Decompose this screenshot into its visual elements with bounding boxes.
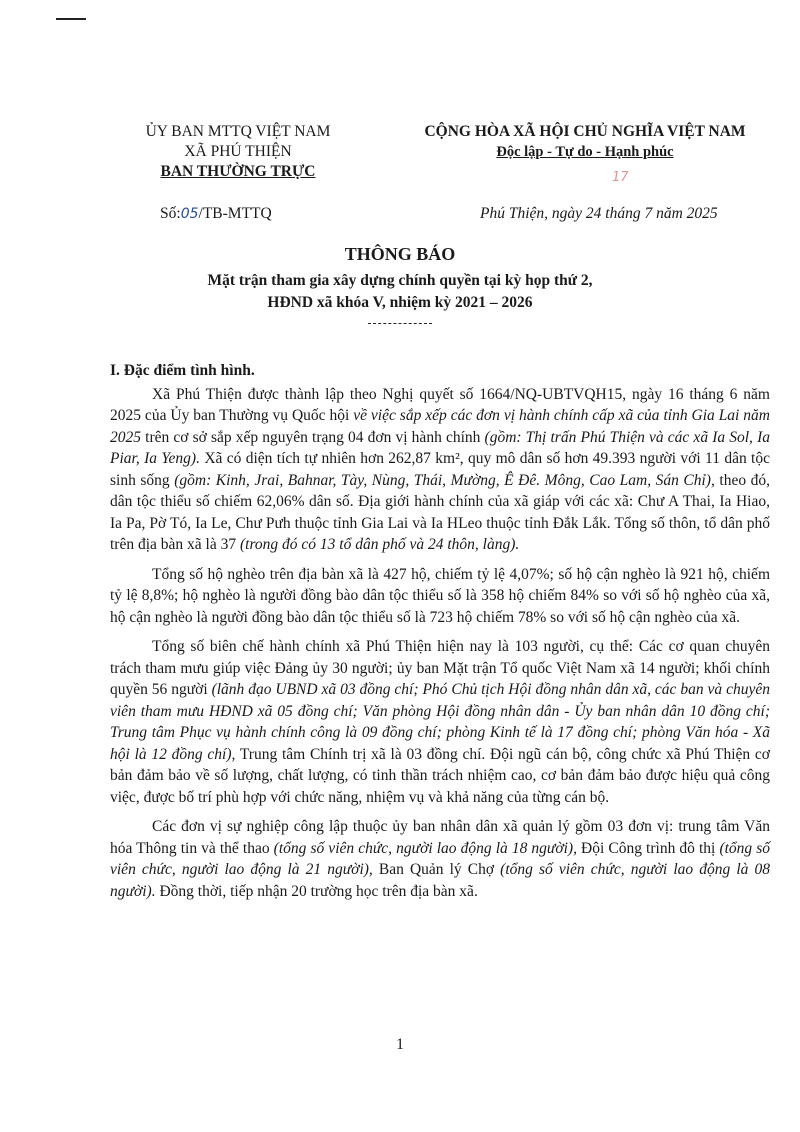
- page-number: 1: [396, 1036, 404, 1053]
- subtitle-line-1: Mặt trận tham gia xây dựng chính quyền tại kỳ họp thứ 2,: [207, 272, 593, 289]
- document-number-prefix: Số:: [160, 205, 181, 222]
- p3-text-c: Trung tâm Chính trị xã là 03 đồng chí. Đội ngũ cán bộ, công chức xã Phú Thiện cơ bản đảm bảo về số lượng, chất lượng, có tinh thần trách nhiệm cao, cơ bản đảm bảo được hiệu quả công việc, được bố trí phù hợp với chức năng, nhiệm vụ và khả năng của từng cán bộ.: [110, 745, 770, 806]
- p1-text-b: về việc sắp xếp các đơn vị hành chính cấp xã của tỉnh Gia Lai năm 2025: [110, 407, 770, 446]
- p4-text-a: Các đơn vị sự nghiệp công lập thuộc ủy ban nhân dân xã quản lý gồm 03 đơn vị: trung tâm Văn hóa Thông tin và thể thao: [110, 818, 770, 857]
- national-header: [395, 122, 775, 162]
- place-date: Phú Thiện, ngày 24 tháng 7 năm 2025: [480, 205, 718, 222]
- p4-text-e: Ban Quản lý Chợ: [372, 861, 501, 878]
- document-number-suffix: /TB-MTTQ: [198, 205, 272, 222]
- national-title: CỘNG HÒA XÃ HỘI CHỦ NGHĨA VIỆT NAM: [424, 123, 746, 140]
- paragraph-4: [110, 816, 770, 902]
- p1-text-f: (gồm: Kinh, Jrai, Bahnar, Tày, Nùng, Thái, Mường, Ê Đê. Mông, Cao Lam, Sán Chỉ),: [174, 471, 715, 489]
- paragraph-2: Tổng số hộ nghèo trên địa bàn xã là 427 hộ, chiếm tỷ lệ 4,07%; số hộ cận nghèo là 921 hộ, chiếm tỷ lệ 8,8%; hộ nghèo là người đồng bào dân tộc thiểu số là 358 hộ chiếm 84% so với số hộ nghèo của xã, hộ cận nghèo là người đồng bào dân tộc thiểu số là 723 hộ chiếm 78% so với số hộ cận nghèo của xã.: [110, 565, 770, 626]
- p4-text-d: (tổng số viên chức, người lao động là 21 người),: [110, 839, 771, 878]
- paragraph-3: [110, 636, 770, 808]
- document-subtitle: [120, 270, 680, 314]
- p3-text-b: (lãnh đạo UBND xã 03 đồng chí; Phó Chủ tịch Hội đồng nhân dân xã, các ban và chuyên viên tham mưu HĐND xã 05 đồng chí; Văn phòng Hội đồng nhân dân - Ủy ban nhân dân 10 đồng chí; Trung tâm Phục vụ hành chính công là 09 đồng chí; phòng Kinh tế là 17 đồng chí; phòng Văn hóa - Xã hội là 12 đồng chí),: [110, 681, 770, 763]
- document-title: THÔNG BÁO: [344, 244, 456, 264]
- document-number-handwritten: 05: [180, 206, 199, 222]
- p4-text-g: Đồng thời, tiếp nhận 20 trường học trên địa bàn xã.: [155, 882, 478, 900]
- p1-text-c: trên cơ sở sắp xếp nguyên trạng 04 đơn vị hành chính: [141, 428, 485, 446]
- issuer-header: [118, 122, 358, 182]
- p1-text-g: theo đó, dân tộc thiểu số chiếm 62,06% dân số. Địa giới hành chính của xã giáp với các xã: Chư A Thai, Ia Hiao, Ia Pa, Pờ Tó, Ia Le, Chư Pưh thuộc tỉnh Gia Lai và Ia HLeo thuộc tỉnh Đắk Lắk. Tổng số thôn, tổ dân phố trên địa bàn xã là 37: [110, 471, 771, 553]
- subtitle-line-2: HĐND xã khóa V, nhiệm kỳ 2021 – 2026: [267, 294, 533, 311]
- issuer-board: BAN THƯỜNG TRỰC: [160, 163, 316, 180]
- corner-mark: [56, 18, 86, 20]
- p4-text-f: (tổng số viên chức, người lao động là 08 người).: [110, 861, 770, 900]
- handwritten-mark: 17: [612, 170, 629, 185]
- title-divider: [368, 323, 432, 324]
- issuer-org: ỦY BAN MTTQ VIỆT NAM: [145, 123, 331, 140]
- document-number: [160, 205, 272, 223]
- document-body: [110, 360, 770, 910]
- p1-text-a: Xã Phú Thiện được thành lập theo Nghị quyết số 1664/NQ-UBTVQH15, ngày 16 tháng 6 năm 2025 của Ủy ban Thường vụ Quốc hội: [110, 385, 770, 424]
- p4-text-b: (tổng số viên chức, người lao động là 18 người),: [273, 839, 577, 857]
- section-heading: I. Đặc điểm tình hình.: [110, 362, 255, 379]
- p1-text-h: (trong đó có 13 tổ dân phố và 24 thôn, làng).: [239, 536, 520, 553]
- p1-text-d: (gồm: Thị trấn Phú Thiện và các xã Ia Sol, Ia Piar, Ia Yeng).: [110, 428, 770, 467]
- p1-text-e: Xã có diện tích tự nhiên hơn 262,87 km², quy mô dân số hơn 49.393 người với 11 dân tộc sinh sống: [110, 450, 770, 489]
- paragraph-1: [110, 384, 770, 556]
- national-motto: Độc lập - Tự do - Hạnh phúc: [496, 144, 674, 160]
- issuer-commune: XÃ PHÚ THIỆN: [184, 143, 292, 160]
- p4-text-c: Đội Công trình đô thị: [576, 839, 720, 857]
- p3-text-a: Tổng số biên chế hành chính xã Phú Thiện hiện nay là 103 người, cụ thể: Các cơ quan chuyên trách tham mưu giúp việc Đảng ủy 30 người; ủy ban Mặt trận Tổ quốc Việt Nam xã 14 người; khối chính quyền 56 người: [110, 638, 770, 698]
